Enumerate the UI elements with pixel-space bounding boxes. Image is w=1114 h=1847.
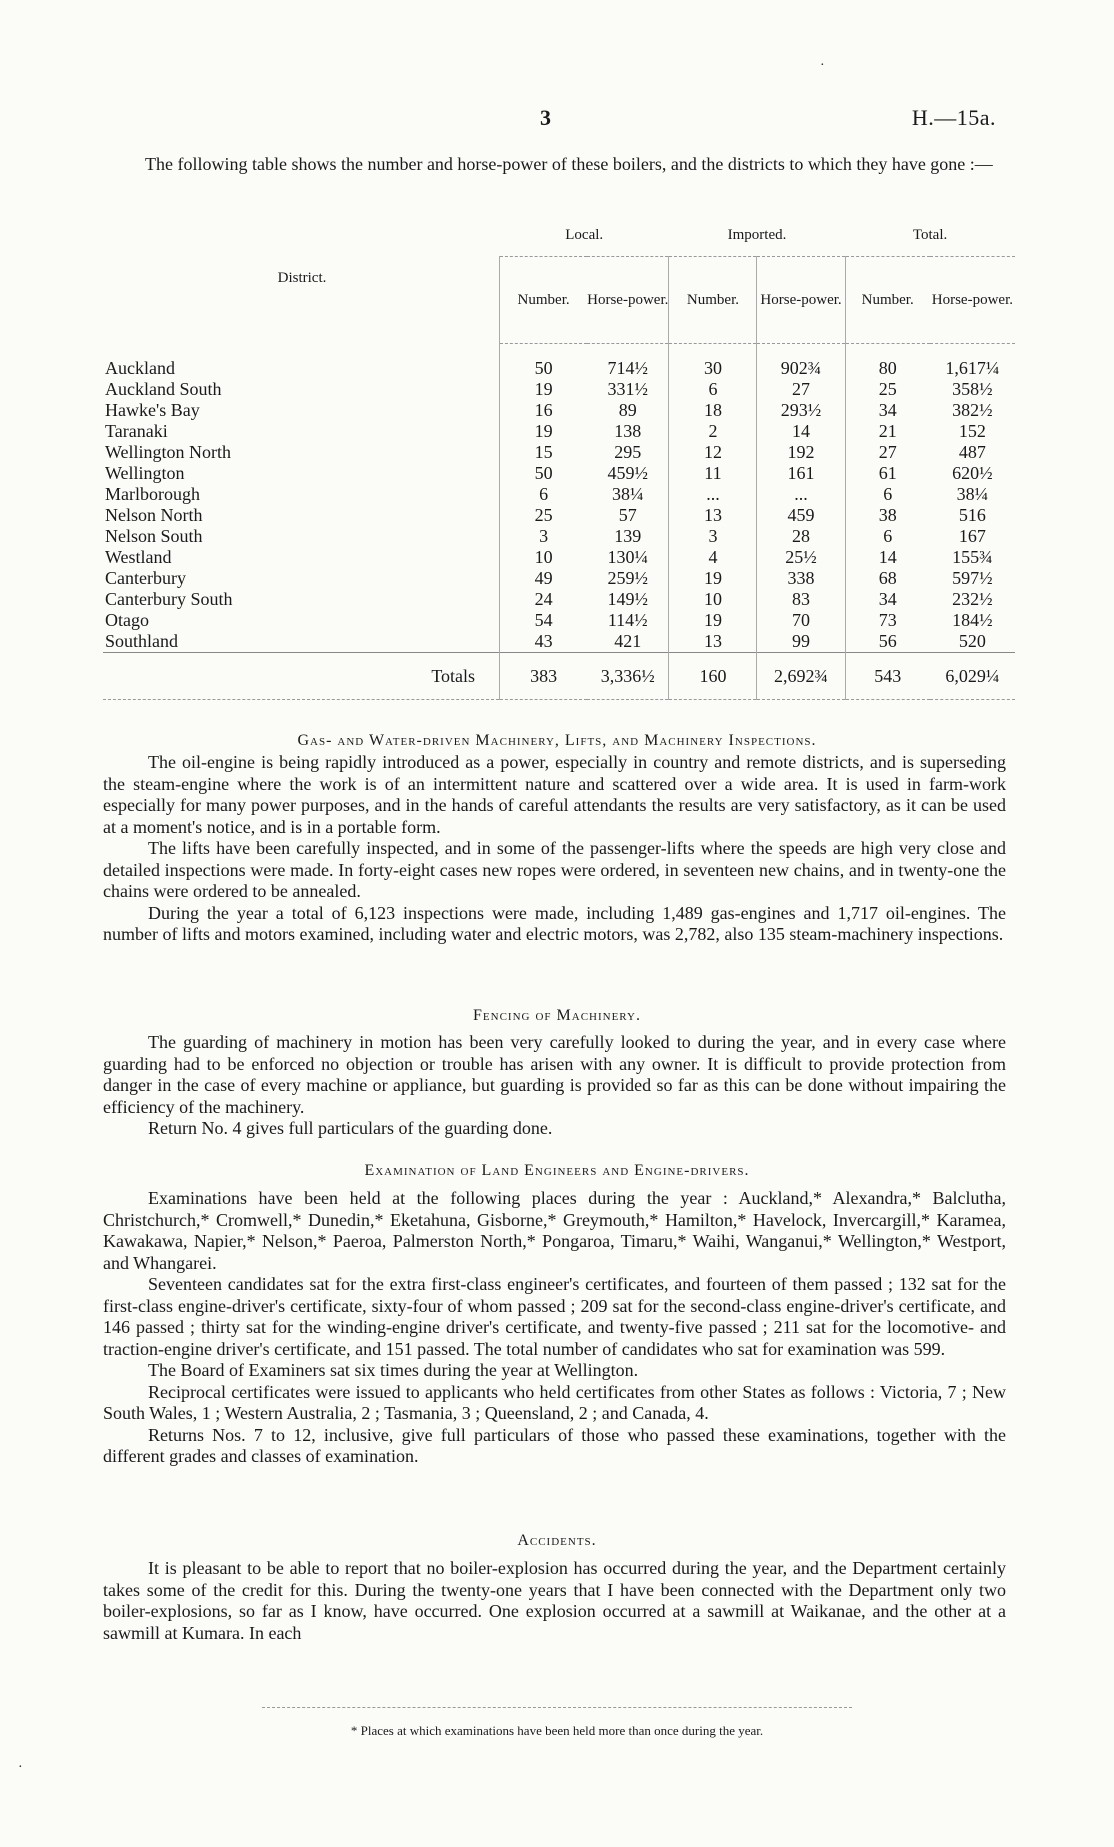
value-cell: 14 (757, 421, 845, 442)
table-row (103, 526, 1015, 547)
district-cell: Hawke's Bay (105, 400, 200, 420)
district-cell: Southland (105, 631, 179, 651)
value-cell: 49 (500, 568, 588, 589)
table-row (103, 631, 1015, 653)
district-cell: Nelson South (105, 526, 203, 546)
speck-mark: · (820, 58, 825, 73)
value-cell: 331½ (607, 379, 649, 399)
value-cell: 89 (618, 400, 637, 420)
value-cell: 50 (500, 463, 588, 484)
value-cell: 902¾ (757, 344, 845, 380)
value-cell: 139 (614, 526, 642, 546)
value-cell: 152 (958, 421, 986, 441)
value-cell: 13 (669, 505, 757, 526)
heading-accidents: Accidents. (517, 1532, 597, 1549)
examination-section (103, 1188, 1006, 1468)
value-cell: 54 (500, 610, 588, 631)
value-cell: 155¾ (952, 547, 993, 567)
gas-paragraph-3: During the year a total of 6,123 inspections were made, including 1,489 gas-engines and 1,717 oil-engines. The number of lifts and motors examined, including water and electric motors, was 2,782, also 135 steam-machinery inspections. (103, 902, 1006, 944)
value-cell: 11 (669, 463, 757, 484)
value-cell: 149½ (607, 589, 649, 609)
local-number-header: Number. (500, 257, 588, 344)
imported-number-header: Number. (669, 257, 757, 344)
exam-paragraph-5: Returns Nos. 7 to 12, inclusive, give full particulars of those who passed these examinations, together with the different grades and classes of examination. (103, 1424, 1006, 1466)
value-cell: 161 (757, 463, 845, 484)
value-cell: 99 (757, 631, 845, 653)
value-cell: 6 (845, 484, 930, 505)
value-cell: ... (757, 484, 845, 505)
value-cell: 184½ (952, 610, 993, 630)
value-cell: 34 (845, 589, 930, 610)
value-cell: 56 (845, 631, 930, 653)
district-cell: Canterbury (105, 568, 186, 588)
value-cell: 516 (958, 505, 986, 525)
value-cell: 70 (757, 610, 845, 631)
value-cell: 68 (845, 568, 930, 589)
value-cell: 259½ (607, 568, 649, 588)
total-number-header: Number. (845, 257, 930, 344)
gas-section (103, 752, 1006, 946)
table-row (103, 547, 1015, 568)
value-cell: 114½ (607, 610, 648, 630)
district-cell: Nelson North (105, 505, 203, 525)
total-value-cell: 160 (669, 653, 757, 700)
value-cell: 25 (845, 379, 930, 400)
value-cell: 25½ (757, 547, 845, 568)
value-cell: ... (669, 484, 757, 505)
table-row (103, 484, 1015, 505)
value-cell: 18 (669, 400, 757, 421)
table-row (103, 505, 1015, 526)
page-number: 3 (540, 105, 551, 130)
table-row (103, 344, 1015, 380)
value-cell: 38¼ (612, 484, 644, 504)
value-cell: 43 (500, 631, 588, 653)
heading-fencing: Fencing of Machinery. (473, 1007, 641, 1024)
district-header: District. (277, 270, 327, 287)
table-row (103, 589, 1015, 610)
value-cell: 6 (845, 526, 930, 547)
value-cell: 19 (500, 421, 588, 442)
value-cell: 34 (845, 400, 930, 421)
value-cell: 24 (500, 589, 588, 610)
total-value-cell: 2,692¾ (757, 653, 845, 700)
boiler-districts-table (103, 214, 1015, 700)
total-value-cell: 3,336½ (587, 653, 669, 700)
value-cell: 38¼ (956, 484, 989, 504)
value-cell: 3 (500, 526, 588, 547)
value-cell: 459½ (607, 463, 649, 483)
value-cell: 2 (669, 421, 757, 442)
total-horsepower-header: Horse-power. (930, 257, 1015, 344)
value-cell: 358½ (952, 379, 993, 399)
total-value-cell: 383 (500, 653, 588, 700)
value-cell: 382½ (952, 400, 993, 420)
value-cell: 192 (757, 442, 845, 463)
value-cell: 520 (958, 631, 986, 651)
value-cell: 293½ (757, 400, 845, 421)
totals-label: Totals (103, 653, 500, 700)
value-cell: 27 (845, 442, 930, 463)
value-cell: 50 (500, 344, 588, 380)
value-cell: 620½ (952, 463, 993, 483)
heading-gas-machinery: Gas- and Water-driven Machinery, Lifts, and Machinery Inspections. (297, 732, 817, 749)
value-cell: 83 (757, 589, 845, 610)
heading-examination: Examination of Land Engineers and Engine-drivers. (364, 1162, 750, 1179)
intro-paragraph: The following table shows the number and horse-power of these boilers, and the districts to which they have gone :— (145, 154, 993, 174)
accidents-section (103, 1558, 1006, 1644)
value-cell: 73 (845, 610, 930, 631)
exam-paragraph-1: Examinations have been held at the following places during the year : Auckland,* Alexandra,* Balclutha, Christchurch,* Cromwell,* Dunedin,* Eketahuna, Gisborne,* Greymouth,* Hamilton,* Havelock, Invercargill,* Karamea, Kawakawa, Napier,* Nelson,* Paeroa, Palmerston North,* Pongaroa, Timaru,* Waihi, Wanganui,* Wellington,* Westport, and Whangarei. (103, 1188, 1006, 1273)
value-cell: 1,617¼ (945, 358, 1000, 378)
value-cell: 61 (845, 463, 930, 484)
value-cell: 14 (845, 547, 930, 568)
fencing-section (103, 1032, 1006, 1140)
total-value-cell: 6,029¼ (930, 653, 1015, 700)
table-row (103, 421, 1015, 442)
speck-mark: · (18, 1760, 23, 1775)
fencing-paragraph-2: Return No. 4 gives full particulars of the guarding done. (148, 1118, 553, 1138)
value-cell: 57 (618, 505, 637, 525)
district-cell: Auckland South (105, 379, 222, 399)
district-cell: Auckland (105, 357, 175, 378)
imported-horsepower-header: Horse-power. (757, 257, 845, 344)
value-cell: 10 (669, 589, 757, 610)
local-horsepower-header: Horse-power. (587, 257, 669, 344)
value-cell: 597½ (952, 568, 993, 588)
district-cell: Wellington (105, 463, 185, 483)
value-cell: 130¼ (607, 547, 649, 567)
district-cell: Canterbury South (105, 589, 233, 609)
value-cell: 27 (757, 379, 845, 400)
value-cell: 28 (757, 526, 845, 547)
table-row (103, 610, 1015, 631)
value-cell: 714½ (607, 358, 649, 378)
value-cell: 232½ (952, 589, 993, 609)
value-cell: 19 (669, 568, 757, 589)
exam-paragraph-2: Seventeen candidates sat for the extra first-class engineer's certificates, and fourteen of them passed ; 132 sat for the first-class engine-driver's certificate, sixty-four of whom passed ; 209 sat for the second-class engine-driver's certificate, and 146 passed ; thirty sat for the winding-engine driver's certificate, and twenty-five passed ; 211 sat for the locomotive- and traction-engine driver's certificate, and 151 passed. The total number of candidates who sat for examination was 599. (103, 1274, 1006, 1359)
footnote: * Places at which examinations have been held more than once during the year. (350, 1723, 764, 1738)
value-cell: 167 (958, 526, 986, 546)
table-row (103, 379, 1015, 400)
value-cell: 4 (669, 547, 757, 568)
value-cell: 138 (614, 421, 642, 441)
total-value-cell: 543 (845, 653, 930, 700)
total-header: Total. (912, 226, 948, 243)
table-row (103, 568, 1015, 589)
value-cell: 10 (500, 547, 588, 568)
gas-paragraph-1: The oil-engine is being rapidly introduced as a power, especially in country and remote districts, and is superseding the steam-engine where the work is of an intermittent nature and scattered over a wide area. It is used in farm-work especially for many power purposes, and in the hands of careful attendants the results are very satisfactory, as it can be used at a moment's notice, and is in a portable form. (103, 752, 1006, 837)
value-cell: 3 (669, 526, 757, 547)
table-row (103, 400, 1015, 421)
value-cell: 16 (500, 400, 588, 421)
district-cell: Wellington North (105, 442, 232, 462)
district-cell: Westland (105, 547, 172, 567)
value-cell: 80 (845, 344, 930, 380)
value-cell: 6 (669, 379, 757, 400)
value-cell: 19 (669, 610, 757, 631)
value-cell: 295 (614, 442, 642, 462)
exam-paragraph-4: Reciprocal certificates were issued to applicants who held certificates from other States as follows : Victoria, 7 ; New South Wales, 1 ; Western Australia, 2 ; Tasmania, 3 ; Queensland, 2 ; and Canada, 4. (103, 1381, 1006, 1423)
table-row (103, 442, 1015, 463)
totals-row (103, 653, 1015, 700)
value-cell: 21 (845, 421, 930, 442)
value-cell: 30 (669, 344, 757, 380)
district-cell: Marlborough (105, 484, 200, 504)
imported-header: Imported. (727, 226, 787, 243)
accidents-paragraph-1: It is pleasant to be able to report that no boiler-explosion has occurred during the year, and the Department certainly takes some of the credit for this. During the twenty-one years that I have been connected with the Department only two boiler-explosions, so far as I know, have occurred. One explosion occurred at a sawmill at Waikanae, and the other at a sawmill at Kumara. In each (103, 1558, 1006, 1643)
document-reference: H.—15a. (911, 105, 996, 130)
value-cell: 15 (500, 442, 588, 463)
district-cell: Otago (105, 610, 149, 630)
value-cell: 338 (757, 568, 845, 589)
value-cell: 421 (614, 631, 642, 651)
local-header: Local. (565, 226, 604, 243)
value-cell: 38 (845, 505, 930, 526)
value-cell: 6 (500, 484, 588, 505)
value-cell: 25 (500, 505, 588, 526)
value-cell: 487 (958, 442, 986, 462)
exam-paragraph-3: The Board of Examiners sat six times during the year at Wellington. (148, 1360, 639, 1380)
value-cell: 19 (500, 379, 588, 400)
value-cell: 12 (669, 442, 757, 463)
value-cell: 13 (669, 631, 757, 653)
table-row (103, 463, 1015, 484)
fencing-paragraph-1: The guarding of machinery in motion has been very carefully looked to during the year, and in every case where guarding had to be enforced no objection or trouble has arisen with any owner. It is difficult to provide protection from danger in the case of every machine or appliance, but guarding is provided so far as this can be done without impairing the efficiency of the machinery. (103, 1032, 1006, 1117)
gas-paragraph-2: The lifts have been carefully inspected, and in some of the passenger-lifts where the speeds are high very close and detailed inspections were made. In forty-eight cases new ropes were ordered, in seventeen new chains, and in twenty-one the chains were ordered to be annealed. (103, 838, 1006, 901)
district-cell: Taranaki (105, 421, 168, 441)
footnote-divider (262, 1707, 852, 1708)
value-cell: 459 (757, 505, 845, 526)
